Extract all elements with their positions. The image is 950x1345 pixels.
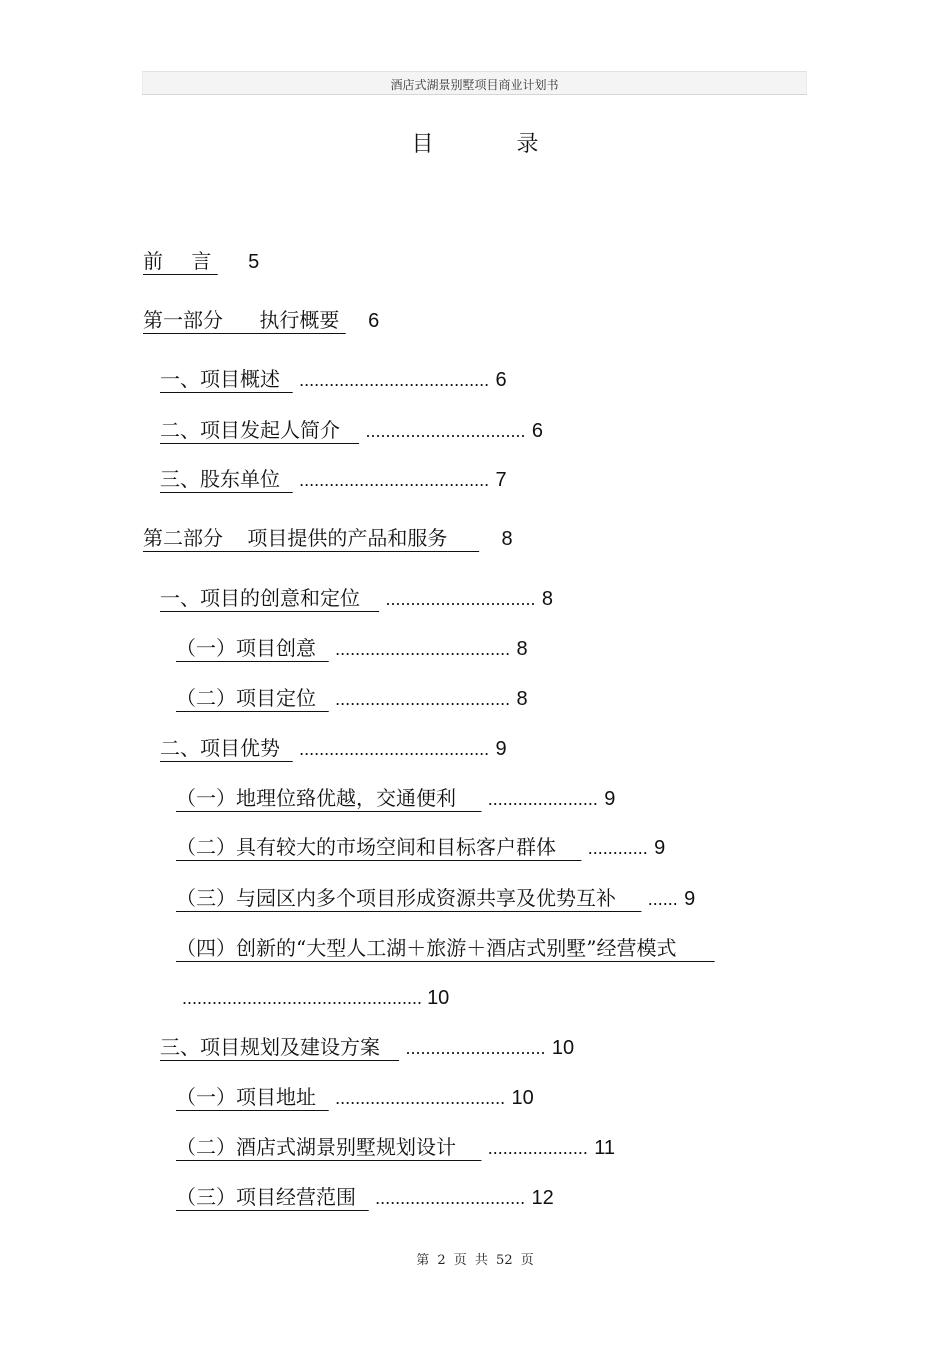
toc-entry-business-scope[interactable] (176, 1184, 554, 1211)
running-header (142, 71, 807, 94)
toc-entry-page: 9 (495, 738, 507, 760)
toc-entry-page: 10 (551, 1037, 575, 1059)
toc-entry-project-overview[interactable] (160, 366, 507, 393)
toc-leader: .................... (487, 1138, 588, 1158)
toc-entry-page: 6 (368, 310, 380, 332)
toc-entry-creativity-positioning[interactable] (160, 585, 553, 612)
toc-entry-label: 第一部分 执行概要 (143, 308, 340, 332)
toc-entry-part-one[interactable] (143, 307, 379, 334)
toc-leader: ...................................... (299, 470, 490, 490)
toc-entry-label: 一、项目概述 (160, 367, 280, 391)
toc-leader: ...................................... (299, 370, 490, 390)
toc-entry-label: （一）地理位臵优越，交通便利 (176, 786, 456, 810)
toc-entry-project-positioning[interactable] (176, 685, 528, 712)
toc-entry-market-space[interactable] (176, 834, 665, 861)
toc-leader: ...................................... (299, 739, 490, 759)
toc-entry-page: 7 (495, 469, 507, 491)
toc-entry-label: （三）项目经营范围 (176, 1185, 356, 1209)
toc-entry-page: 10 (511, 1087, 534, 1109)
toc-entry-page: 10 (427, 987, 450, 1009)
toc-entry-label: （一）项目地址 (176, 1085, 316, 1109)
toc-entry-page: 11 (594, 1137, 615, 1159)
toc-leader: ...... (647, 889, 678, 909)
toc-entry-page: 12 (531, 1187, 554, 1209)
toc-entry-sponsor-intro[interactable] (160, 417, 543, 444)
toc-leader: .............................. (375, 1188, 526, 1208)
toc-title: 目 录 (411, 132, 577, 157)
toc-leader: ................................ (365, 421, 526, 441)
toc-entry-label: （一）项目创意 (176, 636, 316, 660)
toc-entry-page: 8 (541, 588, 553, 610)
toc-entry-location[interactable] (176, 785, 615, 812)
toc-entry-page: 8 (516, 638, 528, 660)
toc-entry-label: （二）项目定位 (176, 686, 316, 710)
toc-entry-business-model-continuation[interactable] (182, 985, 449, 1011)
toc-entry-page: 6 (495, 369, 507, 391)
toc-entry-page: 5 (248, 251, 260, 273)
toc-entry-planning-construction[interactable] (160, 1034, 574, 1061)
toc-leader: ................................................ (182, 988, 423, 1008)
toc-entry-label: （四）创新的“大型人工湖＋旅游＋酒店式别墅”经营模式 (176, 936, 677, 960)
toc-entry-label: （二）具有较大的市场空间和目标客户群体 (176, 835, 556, 859)
toc-entry-business-model[interactable] (176, 935, 715, 961)
toc-entry-label: （二）酒店式湖景别墅规划设计 (176, 1135, 456, 1159)
toc-entry-label: 第二部分 项目提供的产品和服务 (143, 526, 448, 550)
toc-entry-label: 二、项目优势 (160, 736, 280, 760)
toc-entry-label: 前 言 (143, 249, 212, 273)
toc-leader: ............................ (405, 1038, 546, 1058)
toc-entry-label: 二、项目发起人简介 (160, 418, 340, 442)
header-divider (142, 94, 807, 95)
toc-entry-page: 8 (516, 688, 528, 710)
toc-leader: .............................. (385, 589, 536, 609)
toc-entry-part-two[interactable] (143, 525, 513, 552)
toc-entry-label: 三、股东单位 (160, 467, 280, 491)
page-footer: 第 2 页 共 52 页 (416, 1253, 534, 1268)
toc-leader: ............ (587, 838, 648, 858)
toc-entry-page: 9 (684, 888, 696, 910)
toc-entry-resource-sharing[interactable] (176, 885, 695, 912)
toc-entry-villa-design[interactable] (176, 1134, 615, 1161)
toc-entry-label: （三）与园区内多个项目形成资源共享及优势互补 (176, 886, 616, 910)
toc-entry-preface[interactable] (143, 248, 259, 275)
toc-entry-project-address[interactable] (176, 1084, 534, 1111)
toc-entry-label: 三、项目规划及建设方案 (160, 1035, 380, 1059)
toc-entry-page: 9 (654, 837, 666, 859)
toc-entry-page: 8 (501, 528, 513, 550)
toc-entry-page: 9 (604, 788, 616, 810)
toc-leader: ................................... (335, 639, 511, 659)
toc-leader: ................................... (335, 689, 511, 709)
toc-leader: .................................. (335, 1088, 506, 1108)
running-header-title: 酒店式湖景别墅项目商业计划书 (390, 78, 559, 92)
toc-entry-shareholders[interactable] (160, 466, 507, 493)
toc-entry-project-creativity[interactable] (176, 635, 528, 662)
toc-entry-label: 一、项目的创意和定位 (160, 586, 360, 610)
toc-entry-page: 6 (531, 420, 543, 442)
toc-entry-project-advantages[interactable] (160, 735, 507, 762)
toc-leader: ...................... (487, 789, 598, 809)
